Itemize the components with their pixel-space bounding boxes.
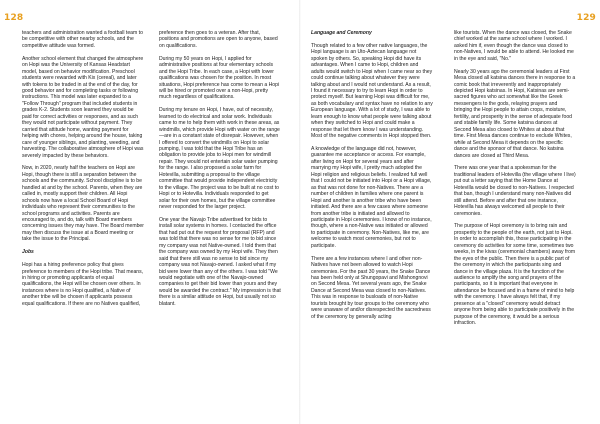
page-number-right: 129	[576, 13, 596, 23]
paragraph: Hopi has a hiring preference policy that gives preference to members of the Hopi tribe. That means, in hiring or promoting applicants of equal qualifications, the Hopi will be chosen over others. In instances where is no Hopi qualified, a Native of another tribe will be chosen if applicants possess equal qualifications. If there are no Natives qualified,	[22, 262, 144, 307]
paragraph: The purpose of Hopi ceremony is to bring rain and prosperity to the people of the earth, not just to Hopi. In order to accomplish this, those participating in the ceremony do activities for some time, sometimes two weeks, in the kivas (ceremonial chambers) away from the eyes of the public. Then there is a public part of the ceremony in which the participants sing and dance in the village plaza. It is the function of the audience to amplify the song and prayers of the participants, so it is important that everyone in attendance be focused and in a frame of mind to help with the ceremony. I have always felt that, if my presence at a "closed" ceremony would detract anyone from being able to participate positively in the purpose of the ceremony, it would be a serious infraction.	[454, 223, 576, 327]
paragraph: Another school element that changed the atmosphere on Hopi was the University of Kansas Headstart model, based on behavior modification. Preschool students were rewarded with Kix (cereal), and later with tokens to be traded in at the end of the day, for good behavior and for completing tasks or following instructions. This model was later expanded to a "Follow Through" program that included students in grades K-2. Students soon learned they would be paid for correct activities or responses, and as such they would not participate without payment. They carried that attitude home, wanting payment for helping with chores, helping around the house, taking care of younger siblings, and planting, weeding, and harvesting. The collaborative atmosphere of Hopi was severely impacted by these behaviors.	[22, 55, 144, 159]
text-column-3	[311, 30, 433, 327]
page-gutter	[299, 0, 301, 424]
paragraph: During my tenure on Hopi, I have, out of necessity, learned to do electrical and solar work. Individuals came to me to help them with work in these areas, as windmills, which provide Hopi with water on the range—are in a constant state of disrepair. However, when I offered to convert the windmills on Hopi to solar pumping, I was told that the Hopi Tribe has an obligation to provide jobs to Hopi men for windmill repair. They would not entertain solar water pumping for the range. I also proposed a solar farm for Hotevilla, submitting a proposal to the village committee that would provide independent electricity to the village. The project was to be built at no cost to Hopi or to Hotevilla. Individuals responded to get solar for their own homes, but the village committee never responded for the larger project.	[159, 107, 280, 211]
page-number-left: 128	[4, 13, 24, 23]
text-column-2	[159, 30, 281, 314]
paragraph: Nearly 30 years ago the ceremonial leaders at First Mesa closed all katsina dances there in response to a comic book that irreverently and inappropriately depicted Hopi katsinas. In Hopi, Katsinas are semi-sacred figures who act somewhat like the Greek messengers to the gods, relaying prayers and bringing the Hopi people to attain crops, moisture, fertility, and prosperity in the sense of adequate food and stable family life. Some katsina dances at Second Mesa also closed to Whites at about that time. First Mesa dances continue to exclude Whites, while at Second Mesa it depends on the specific dance and the sponsor of that dance. No katsina dances are closed at Third Mesa.	[454, 68, 576, 159]
paragraph: Now, in 2020, nearly half the teachers on Hopi are Hopi, though there is still a separation between the schools and the community. School discipline is to be handled at and by the school. Parents, when they are called in, mostly support their children. All Hopi schools now have a local School Board of Hopi individuals who represent their communities to the school programs and activities. Parents are encouraged to, and do, talk with Board members concerning issues they may have. The Board member may then discuss the issue at a Board meeting or take the issue to the Principal.	[22, 165, 144, 243]
paragraph: A knowledge of the language did not, however, guarantee me acceptance or access. For example, after living on Hopi for several years and after marrying my Hopi wife, I pretty much adopted the Hopi religion and religious beliefs. I realized full well that I could not be initiated into Hopi or a Hopi village, as that was not done for non-Natives. There are a number of children in families where one parent is Hopi and another is another tribe who have been initiated. And there are a few cases where someone from another tribe is initiated and allowed to participate in Hopi ceremonies. I know of no instance, though, where a non-Native was initiated or allowed to participate in ceremony. Non-Natives, like me, are welcome to watch most ceremonies, but not to participate.	[311, 146, 432, 249]
paragraph: One year the Navajo Tribe advertised for bids to install solar systems in homes. I contacted the office that had put out the request for proposal (RFP) and was told that there was no sense for me to bid since my company was not Native-owned. I told them that the company was owned by my Hopi wife. They then said that there still was no sense to bid since my company was not Navajo-owned. I asked what if my bid were lower than any of the others. I was told "We would negotiate with one of the Navajo-owned companies to get their bid lower than yours and they would be awarded the contract." My impression is that there is a similar attitude on Hopi, but usually not so blatant.	[159, 216, 281, 307]
text-column-4	[454, 30, 576, 333]
paragraph: like tourists. When the dance was closed, the Snake chief worked at the same school where I worked. I asked him if, even though the dance was closed to non-Natives, I would be able to attend. He looked me in the eye and said, "No."	[454, 30, 574, 62]
paragraph: During my 50 years on Hopi, I applied for administrative positions at four elementary schools and the Hopi Tribe. In each case, a Hopi with lower qualifications was chosen for the position. In most situations, Hopi preference has come to mean a Hopi will be hired or promoted over a non-Hopi, pretty much regardless of qualifications.	[159, 55, 280, 101]
paragraph: Though related to a few other native languages, the Hopi language is an Uto-Aztecan language not spoken by others. So, speaking Hopi did have its advantages. When I came to Hopi, children and adults would switch to Hopi when I came near so they could continue talking about whatever they were talking about and I would not understand. As a result, I found it necessary to try to learn Hopi in order to protect myself. But learning Hopi was difficult for me, as both vocabulary and syntax have no relation to any European language. With a lot of study, I was able to learn enough to know what people were talking about when they switched to Hopi and could make a response that let them know I was understanding. Most of the negative comments in Hopi stopped then.	[311, 42, 433, 140]
section-heading: Jobs	[22, 249, 34, 256]
paragraph: There was one year that a spokesman for the traditional leaders of Hotevilla (the village where I live) put out a letter saying that the Home Dance at Hotevilla would be closed to non-Natives. I respected that ban, though I understand many non-Natives did still attend. Before and after that one instance, Hotevilla has always welcomed all people to their ceremonies.	[454, 165, 576, 217]
paragraph: teachers and administration wanted a football team to be competitive with other nearby schools, and the competitive attitude was formed.	[22, 30, 143, 49]
paragraph: There are a few instances where I and other non-Natives have not been allowed to watch Hopi ceremonies. For the past 30 years, the Snake Dance has been held only at Shungopavi and Mishongnovi on Second Mesa. Yet several years ago, the Snake Dance at Second Mesa was closed to non-Natives. This was in response to busloads of non-Native tourists brought by tour groups to the ceremony who were unaware of and/or disrespected the sacredness of the ceremony by generally acting	[311, 255, 431, 320]
paragraph: preference then goes to a veteran. After that, positions and promotions are open to anyone, based on qualifications.	[159, 30, 278, 49]
text-column-1	[22, 30, 144, 314]
section-heading: Language and Ceremony	[311, 30, 372, 36]
